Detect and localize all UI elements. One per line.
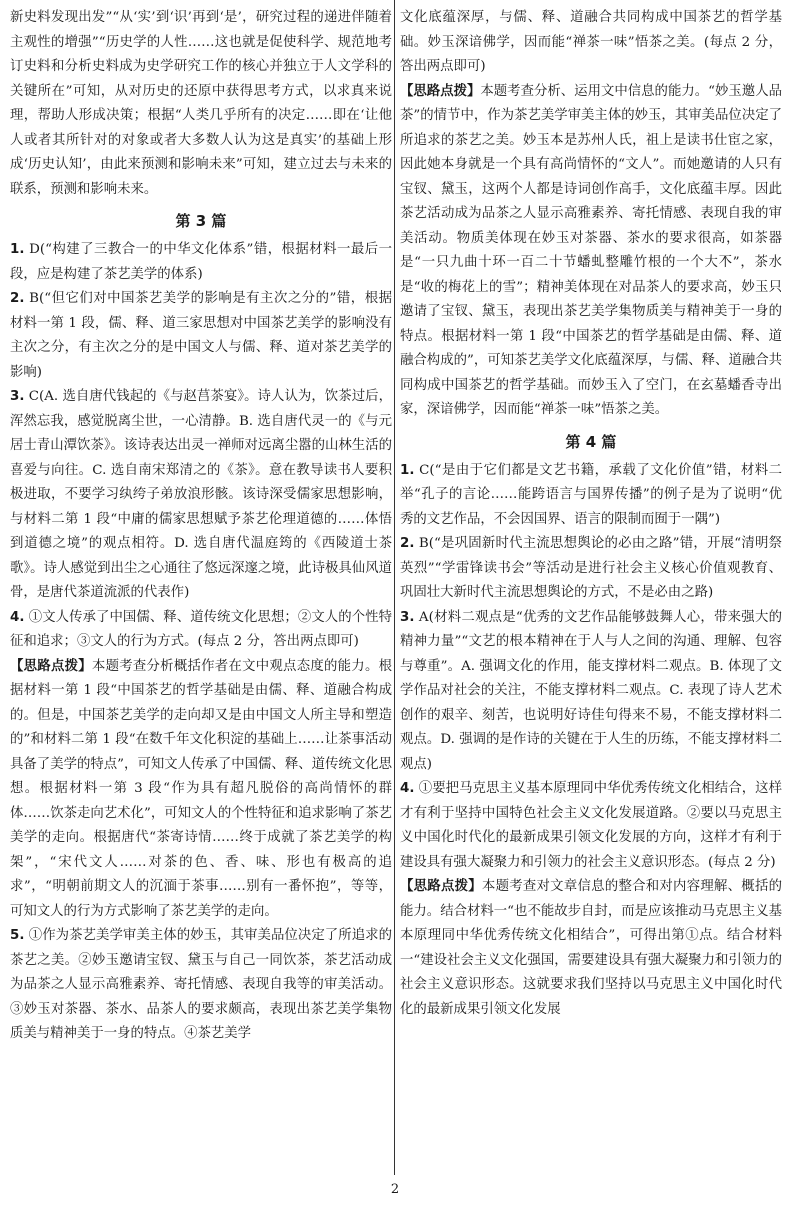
s3-q1 [10,238,392,287]
tip-heading: 【思路点拨】 [400,879,482,894]
s4-q2-number: 2. [400,536,415,551]
column-divider [394,0,395,1175]
s3-q5-number: 5. [10,928,25,943]
tip-heading: 【思路点拨】 [10,658,92,674]
s3-q5-text: ①作为茶艺美学审美主体的妙玉，其审美品位决定了所追求的茶艺之美。②妙玉邀请宝钗、黛玉与自己一同饮茶，茶艺活动成为品茶之人显示高雅素养、寄托情感、表现自我等的审美活动。③妙玉对茶器、茶水、品茶人的要求颇高，表现出茶艺美学集物质美与精神美于一身的特点。④茶艺美学 [10,928,392,1041]
s3-tip-1 [10,655,392,925]
s3-q2-text: B(“但它们对中国茶艺美学的影响是有主次之分的”错，根据材料一第 1 段，儒、释、道三家思想对中国茶艺美学的影响没有主次之分，有主次之分的是中国文人与儒、释、道对茶艺美学的影响) [10,291,392,380]
s3-q3-number: 3. [10,389,25,404]
page-number: 2 [390,1182,400,1197]
section-3-title: 第 3 篇 [175,212,227,230]
s3-tip-2 [400,80,782,423]
s4-tip-3 [400,875,782,1022]
s3-q5 [10,924,392,1047]
s4-q3-text: A(材料二观点是“优秀的文艺作品能够鼓舞人心，带来强大的精神力量”“文艺的根本精神在于人与人之间的沟通、理解、包容与尊重”。A. 强调文化的作用，能支撑材料二观点。B. 体现了文学作品对社会的关注，不能支撑材料二观点。C. 表现了诗人艺术创作的艰辛、刻苦，也说明好诗佳句得来不易，不能支撑材料二观点。D. 强调的是作诗的关键在于人生的历练，不能支撑材料二观点) [400,609,782,772]
s4-q1-text: C(“是由于它们都是文艺书籍，承载了文化价值”错，材料二举“孔子的言论……能跨语言与国界传播”的例子是为了说明“优秀的文艺作品，不会因国界、语言的限制而囿于一隅”) [400,462,782,527]
s3-q3 [10,385,392,606]
s3-q4 [10,606,392,655]
right-column [400,6,782,1022]
tip-heading: 【思路点拨】 [400,83,481,99]
section-4-title: 第 4 篇 [565,432,617,451]
s4-q1-number: 1. [400,462,415,478]
s3-q2-number: 2. [10,291,25,306]
s4-q3-number: 3. [400,609,415,625]
tip-text: 本题考查分析、运用文中信息的能力。“妙玉邀人品茶”的情节中，作为茶艺美学审美主体的妙玉，其审美品位决定了所追求的茶艺之美。妙玉本是苏州人氏，祖上是读书仕宦之家，因此她本身就是一个具有高尚情怀的“文人”。而她邀请的人只有宝钗、黛玉，这两个人都是诗词创作高手，文化底蕴丰厚。因此茶艺活动成为品茶之人显示高雅素养、寄托情感、表现自我的审美活动。物质美体现在妙玉对茶器、茶水的要求很高，如茶器是“一只九曲十环一百二十节蟠虬整雕竹根的一个大𣎴”，茶水是“收的梅花上的雪”；精神美体现在对品茶人的要求高，妙玉只邀请了宝钗、黛玉，表现出茶艺美学集物质美与精神美于一身的特点。根据材料一第 1 段“中国茶艺的哲学基础是由儒、释、道融合构成的”，可知茶艺美学文化底蕴深厚，与儒、释、道融合共同构成中国茶艺的哲学基础。而妙玉入了空门，在玄墓蟠香寺出家，深谙佛学，因而能“禅茶一味”悟茶之美。 [400,83,782,417]
s3-q5-continued: 文化底蕴深厚，与儒、释、道融合共同构成中国茶艺的哲学基础。妙玉深谙佛学，因而能“禅茶一味”悟茶之美。(每点 2 分，答出两点即可) [400,10,782,74]
s3-q1-text: D(“构建了三教合一的中华文化体系”错，根据材料一最后一段，应是构建了茶艺美学的体系) [10,242,392,282]
s4-q4-text: ①要把马克思主义基本原理同中华优秀传统文化相结合，这样才有利于坚持中国特色社会主义文化发展道路。②要以马克思主义中国化时代化的最新成果引领文化发展的方向，这样才有利于建设具有强大凝聚力和引领力的社会主义意识形态。(每点 2 分) [400,781,782,870]
s3-q2 [10,287,392,385]
s3-q4-text: ①文人传承了中国儒、释、道传统文化思想；②文人的个性特征和追求；③文人的行为方式。(每点 2 分，答出两点即可) [10,609,392,649]
s4-q4 [400,777,782,875]
s3-q4-number: 4. [10,609,25,625]
s4-q2 [400,532,782,606]
s3-q1-number: 1. [10,242,25,257]
intro-paragraph: 新史料发现出发”“从‘实’到‘识’再到‘是’，研究过程的递进伴随着主观性的增强”“历史学的人性……这也就是促使科学、规范地考订史料和分析史料成为史学研究工作的核心并独立于人文学科的关键所在”可知，从对历史的还原中获得思考方式，以求真来说理，帮助人形成决策；根据“人类几乎所有的决定……即在‘让他人或者其所针对的对象或者大多数人认为这是真实’的基础上形成‘历史认知’，由此来预测和影响未来”可知，建立过去与未来的联系，预测和影响未来。 [10,10,392,197]
s3-q3-text: C(A. 选自唐代钱起的《与赵莒茶宴》。诗人认为，饮茶过后，浑然忘我，感觉脱离尘世，一心清静。B. 选自唐代灵一的《与元居士青山潭饮茶》。该诗表达出灵一禅师对远离尘嚣的山林生活的喜爱与向往。C. 选自南宋郑清之的《茶》。意在教导读书人要积极进取，不要学习纨绔子弟放浪形骸。该诗深受儒家思想影响，与材料二第 1 段“中庸的儒家思想赋予茶艺伦理道德的……体悟到道德之境”的观点相符。D. 选自唐代温庭筠的《西陵道士茶歌》。诗人感觉到出尘之心通往了悠远深邃之境，此诗极具仙风道骨，是唐代茶道流派的代表作) [10,389,392,600]
tip-text: 本题考查对文章信息的整合和对内容理解、概括的能力。结合材料一“也不能故步自封，而是应该推动马克思主义基本原理同中华优秀传统文化相结合”，可得出第①点。结合材料一“建设社会主义文化强国，需要建设具有强大凝聚力和引领力的社会主义意识形态。这就要求我们坚持以马克思主义中国化时代化的最新成果引领文化发展 [400,879,783,1017]
left-column [10,6,392,1047]
s4-q1 [400,459,782,533]
s4-q3 [400,606,782,778]
s4-q4-number: 4. [400,781,415,796]
tip-text: 本题考查分析概括作者在文中观点态度的能力。根据材料一第 1 段“中国茶艺的哲学基础是由儒、释、道融合构成的。但是，中国茶艺美学的走向却又是由中国文人所主导和塑造的”和材料二第 1 段“在数千年文化积淀的基础上……让茶事活动具备了美学的特点”，可知文人传承了中国儒、释、道传统文化思想。根据材料一第 3 段“作为具有超凡脱俗的高尚情怀的群体……饮茶走向艺术化”，可知文人的个性特征和追求影响了茶艺美学的走向。根据唐代“茶寄诗情……终于成就了茶艺美学的构架”，“宋代文人……对茶的色、香、味、形也有极高的追求”，“明朝前期文人的沉湎于茶事……别有一番怀抱”，等等，可知文人的行为方式影响了茶艺美学的走向。 [10,658,393,919]
s4-q2-text: B(“是巩固新时代主流思想舆论的必由之路”错，开展“清明祭英烈”“学雷锋读书会”等活动是进行社会主义核心价值观教育、巩固壮大新时代主流思想舆论的方式，不是必由之路) [400,536,782,600]
